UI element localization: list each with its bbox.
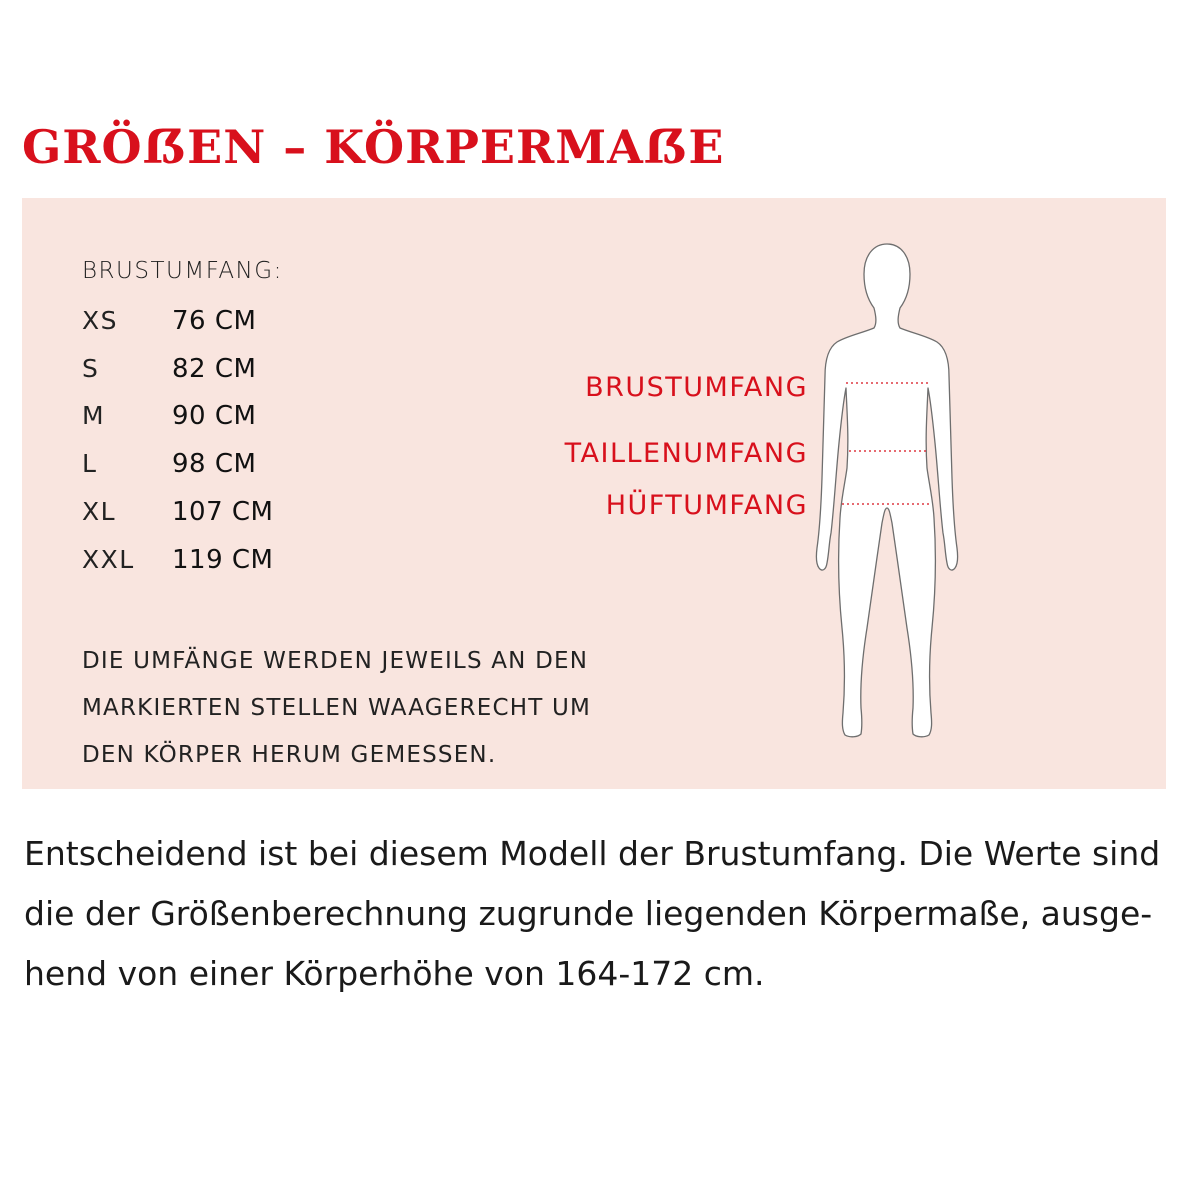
size-row-xl: [82, 499, 382, 539]
size-label: S: [82, 354, 100, 383]
size-label: M: [82, 401, 106, 430]
size-label: L: [82, 449, 98, 478]
size-row-s: [82, 356, 382, 396]
size-value: 76 CM: [172, 306, 257, 336]
description-text: [24, 824, 1184, 1004]
measurement-note: [82, 638, 642, 779]
description-line: Entscheidend ist bei diesem Modell der Brustumfang. Die Werte sind: [24, 834, 1161, 873]
size-value: 98 CM: [172, 449, 257, 479]
size-row-m: [82, 403, 382, 443]
size-value: 90 CM: [172, 401, 257, 431]
size-row-xxl: [82, 547, 382, 587]
size-row-xs: [82, 308, 382, 348]
size-row-l: [82, 451, 382, 491]
body-figure-illustration: [812, 238, 962, 748]
page-title: GRÖẞEN – KÖRPERMAẞE: [22, 120, 725, 174]
size-value: 107 CM: [172, 497, 274, 527]
size-label: XL: [82, 497, 117, 526]
size-value: 119 CM: [172, 545, 274, 575]
hip-measure-label: HÜFTUMFANG: [605, 490, 808, 521]
note-line: DIE UMFÄNGE WERDEN JEWEILS AN DEN: [82, 648, 589, 674]
size-chart-panel: [22, 198, 1166, 789]
size-label: XXL: [82, 545, 135, 574]
description-line: hend von einer Körperhöhe von 164-172 cm.: [24, 954, 765, 993]
size-label: XS: [82, 306, 118, 335]
description-line: die der Größenberechnung zugrunde liegenden Körpermaße, ausge-: [24, 894, 1153, 933]
chest-measure-label: BRUSTUMFANG: [585, 372, 808, 403]
note-line: DEN KÖRPER HERUM GEMESSEN.: [82, 742, 497, 768]
size-value: 82 CM: [172, 354, 257, 384]
note-line: MARKIERTEN STELLEN WAAGERECHT UM: [82, 695, 592, 721]
waist-measure-label: TAILLENUMFANG: [564, 438, 808, 469]
chest-heading: BRUSTUMFANG:: [82, 258, 283, 284]
body-outline: [816, 244, 957, 737]
